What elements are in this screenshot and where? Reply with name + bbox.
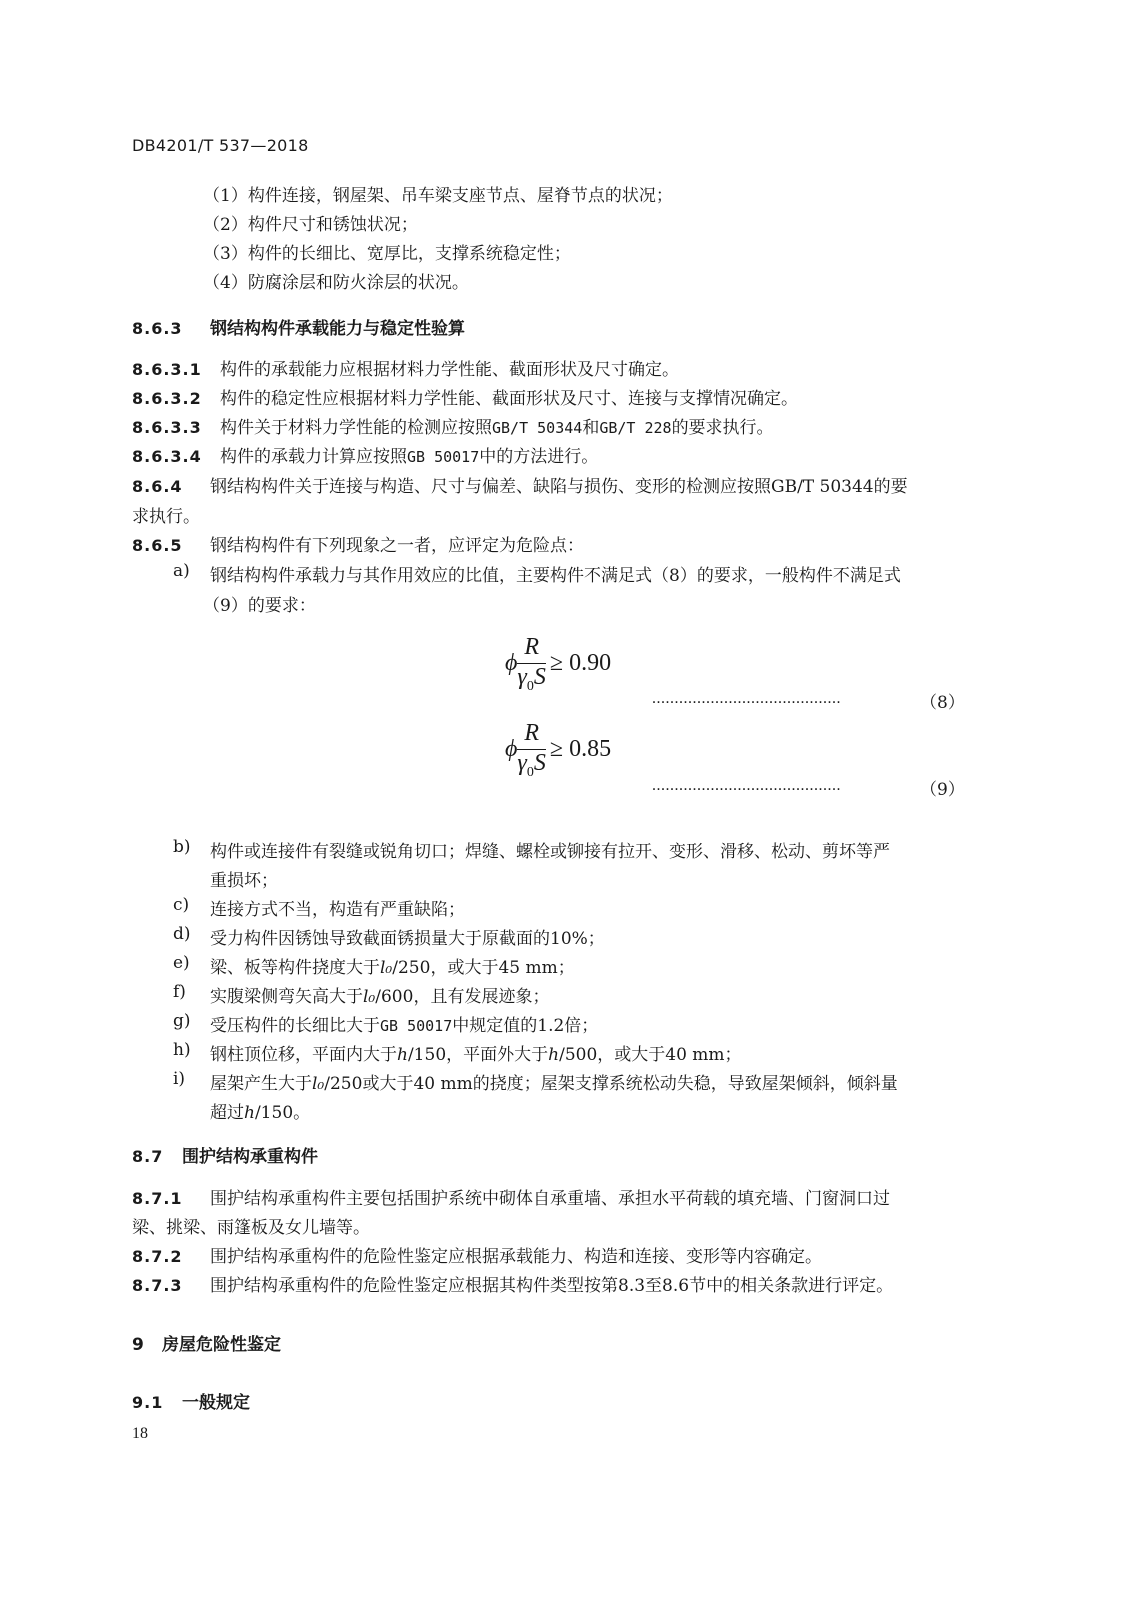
item-text-part: /150。 [254,1103,311,1123]
item-text-part: /500，或大于40 mm； [559,1045,742,1065]
gamma-symbol: γ [517,664,527,690]
list-item-text: 防腐涂层和防火涂层的状况。 [247,273,469,293]
item-label: g) [173,1011,191,1031]
list-item-text: 构件连接，钢屋架、吊车梁支座节点、屋脊节点的状况； [247,186,673,206]
clause-number: 8.6.3.3 [132,418,202,437]
clause-number: 8.6.3.2 [132,389,202,408]
fraction-numerator: R [517,720,545,750]
item-text [210,1040,742,1065]
section-title: 钢结构构件承载能力与稳定性验算 [210,319,465,339]
item-text [210,1069,898,1094]
clause [132,355,679,380]
list-item-number: （3） [203,244,248,264]
variable: l₀ [312,1074,325,1094]
variable: l₀ [363,987,376,1007]
item-text-part: /250，或大于45 mm； [392,958,575,978]
s-symbol: S [533,664,546,690]
item-text-continued: （9）的要求： [203,596,316,616]
section-heading [132,1142,318,1167]
s-symbol: S [533,750,546,776]
list-item [203,181,673,206]
clause-text: 构件的承载力计算应按照 [220,447,407,467]
fraction [517,634,545,695]
list-item-number: （2） [203,215,248,235]
standard-ref: GB/T 228 [599,419,672,437]
clause-text: 围护结构承重构件主要包括围护系统中砌体自承重墙、承担水平荷载的填充墙、门窗洞口过 [210,1189,890,1209]
fraction [517,720,545,781]
clause-number: 8.6.3.1 [132,360,202,379]
section-title: 围护结构承重构件 [182,1147,318,1167]
item-label: f) [173,982,186,1002]
clause-number: 8.6.5 [132,536,183,555]
variable: h [397,1045,408,1065]
formula-8 [505,634,611,695]
subscript: 0 [526,678,534,694]
page-number: 18 [132,1425,148,1442]
list-item [203,239,571,264]
formula-9 [505,720,611,781]
clause-text: 围护结构承重构件的危险性鉴定应根据其构件类型按第8.3至8.6节中的相关条款进行评定。 [210,1276,894,1296]
item-text-part: /600，且有发展迹象； [375,987,550,1007]
item-label: i) [173,1069,186,1089]
clause-text-continued: 梁、挑梁、雨篷板及女儿墙等。 [132,1218,370,1238]
list-item-text: 构件尺寸和锈蚀状况； [247,215,418,235]
item-text [210,982,549,1007]
variable: h [548,1045,560,1065]
clause-number: 8.7.1 [132,1189,183,1208]
clause-number: 8.7.3 [132,1276,183,1295]
clause [132,413,774,438]
item-text-part: 梁、板等构件挠度大于 [210,958,380,978]
clause [132,442,598,467]
section-heading [132,314,465,339]
variable: h [244,1103,255,1123]
item-text-part: 钢柱顶位移，平面内大于 [210,1045,397,1065]
list-item-number: （1） [203,186,248,206]
leader-dots: .......................................... [652,690,841,707]
clause-text: 钢结构构件有下列现象之一者，应评定为危险点： [210,536,584,556]
variable: l₀ [380,958,393,978]
section-number: 8.7 [132,1147,164,1166]
standard-ref: GB/T 50344 [492,419,583,437]
item-text-part: 超过 [210,1103,244,1123]
item-label: c) [173,895,190,915]
clause-number: 8.7.2 [132,1247,183,1266]
clause-number: 8.6.4 [132,477,183,496]
relation: ≥ 0.85 [549,735,612,762]
clause-text: 构件关于材料力学性能的检测应按照 [220,418,492,438]
item-text-part: 实腹梁侧弯矢高大于 [210,987,363,1007]
clause-text: 围护结构承重构件的危险性鉴定应根据承载能力、构造和连接、变形等内容确定。 [210,1247,822,1267]
item-text-part: 屋架产生大于 [210,1074,312,1094]
clause [132,384,798,409]
list-item-text: 构件的长细比、宽厚比，支撑系统稳定性； [247,244,571,264]
section-title: 一般规定 [182,1393,250,1413]
item-label: h) [173,1040,191,1060]
standard-ref: GB 50017 [407,448,480,466]
clause-text: 钢结构构件关于连接与构造、尺寸与偏差、缺陷与损伤、变形的检测应按照GB/T 50344的要 [210,477,908,497]
document-code: DB4201/T 537—2018 [132,136,309,155]
phi-symbol: ϕ [505,649,518,676]
equation-number: （8） [920,693,965,713]
item-label: a) [173,561,190,581]
clause-text-continued: 求执行。 [132,507,200,527]
list-item [203,210,418,235]
relation: ≥ 0.90 [549,649,612,676]
item-text-part: 受压构件的长细比大于 [210,1016,380,1036]
item-text-part: 中规定值的1.2倍； [452,1016,599,1036]
standard-ref: GB 50017 [380,1017,453,1035]
item-text-continued [210,1098,310,1123]
clause-text: 中的方法进行。 [479,447,599,467]
phi-symbol: ϕ [505,735,518,762]
item-text-continued: 重损坏； [210,871,278,891]
clause-text: 和 [582,418,600,438]
clause [132,531,584,556]
section-number: 8.6.3 [132,319,183,338]
chapter-number: 9 [132,1335,144,1355]
chapter-title: 房屋危险性鉴定 [162,1335,281,1355]
item-text [210,1011,598,1036]
item-text-part: /250或大于40 mm的挠度；屋架支撑系统松动失稳，导致屋架倾斜，倾斜量 [324,1074,898,1094]
section-number: 9.1 [132,1393,164,1412]
clause [132,1271,893,1296]
clause [132,1184,890,1209]
item-label: b) [173,837,191,857]
clause-number: 8.6.3.4 [132,447,202,466]
chapter-heading [132,1330,281,1355]
subscript: 0 [526,764,534,780]
item-text: 构件或连接件有裂缝或锐角切口；焊缝、螺栓或铆接有拉开、变形、滑移、松动、剪坏等严 [210,842,890,862]
clause [132,472,908,497]
clause-text: 的要求执行。 [671,418,774,438]
fraction-numerator: R [517,634,545,664]
clause-text: 构件的承载能力应根据材料力学性能、截面形状及尺寸确定。 [220,360,679,380]
equation-number: （9） [920,780,965,800]
item-text: 连接方式不当，构造有严重缺陷； [210,900,465,920]
leader-dots: .......................................... [652,777,841,794]
item-label: e) [173,953,190,973]
clause-text: 构件的稳定性应根据材料力学性能、截面形状及尺寸、连接与支撑情况确定。 [220,389,798,409]
item-text-part: /150，平面外大于 [407,1045,549,1065]
list-item [203,268,469,293]
gamma-symbol: γ [517,750,527,776]
item-text [210,953,575,978]
item-text: 受力构件因锈蚀导致截面锈损量大于原截面的10%； [210,929,605,949]
item-label: d) [173,924,191,944]
clause [132,1242,822,1267]
section-heading [132,1388,250,1413]
item-text: 钢结构构件承载力与其作用效应的比值，主要构件不满足式（8）的要求，一般构件不满足式 [210,566,901,586]
list-item-number: （4） [203,273,248,293]
